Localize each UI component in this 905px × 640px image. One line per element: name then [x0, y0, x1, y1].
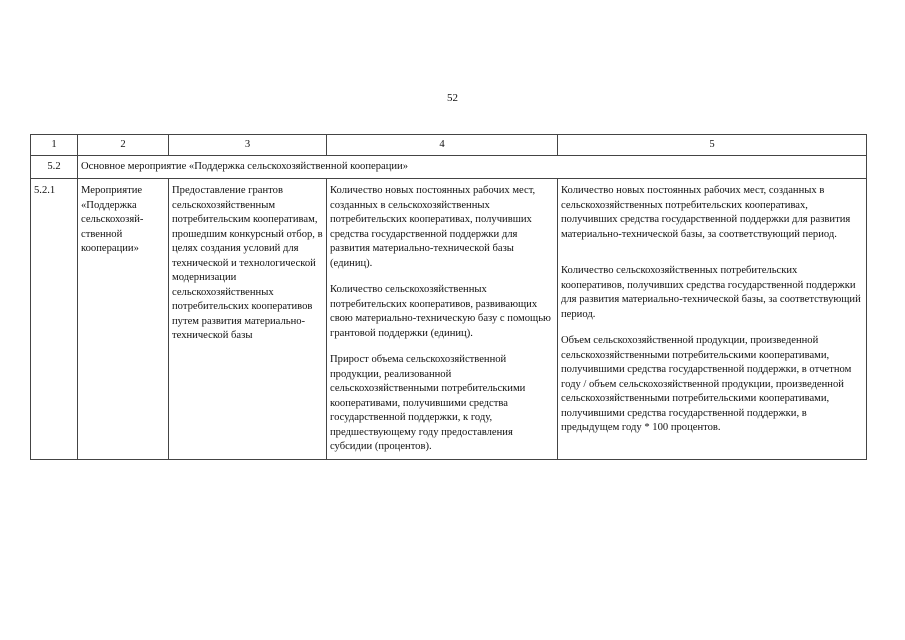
calculation-3: Объем сельскохозяйственной продукции, произведенной сельскохозяйственными потребительскими кооперативами, получившими средства государственной поддержки, в отчетном году / объем сельскохозяйственной продукции, произведенной сельскохозяйственными потребительскими кооперативами, получившими средства государственной поддержки, в предыдущем году * 100 процентов.: [561, 335, 852, 433]
indicator-1: Количество новых постоянных рабочих мест, созданных в сельскохозяйственных потребительских кооперативах, получивших средства государственной поддержки для развития материально-технической базы (единиц).: [330, 185, 536, 269]
indicators-cell: [327, 179, 558, 460]
row-number: 5.2.1: [31, 179, 78, 460]
section-row: [31, 156, 867, 179]
event-name: [78, 179, 169, 460]
page-number: 52: [447, 92, 458, 104]
program-table: [30, 134, 867, 460]
column-header-5: 5: [558, 135, 867, 156]
header-row: [31, 135, 867, 156]
section-number: 5.2: [31, 156, 78, 179]
column-header-1: 1: [31, 135, 78, 156]
table-row: [31, 179, 867, 460]
indicator-2: Количество сельскохозяйственных потребительских кооперативов, развивающих свою материально-техническую базу с помощью грантовой поддержки (единиц).: [330, 284, 551, 339]
column-header-3: 3: [169, 135, 327, 156]
calculation-1: Количество новых постоянных рабочих мест, созданных в сельскохозяйственных потребительских кооперативах, получивших средства государственной поддержки для развития материально-технической базы, за соответствующий период.: [561, 185, 851, 240]
column-header-4: 4: [327, 135, 558, 156]
column-header-2: 2: [78, 135, 169, 156]
event-description: [169, 179, 327, 460]
event-description-text: Предоставление грантов сельскохозяйственным потребительским кооперативам, прошедшим конкурсный отбор, в целях создания условий для технической и технологической модернизации сельскохозяйственных потребительских кооперативов путем развития материально-технической базы: [172, 185, 323, 341]
section-title: Основное мероприятие «Поддержка сельскохозяйственной кооперации»: [78, 156, 867, 179]
calculation-2: Количество сельскохозяйственных потребительских кооперативов, получивших средства государственной поддержки для развития материально-технической базы, за соответствующий период.: [561, 265, 861, 320]
indicator-3: Прирост объема сельскохозяйственной продукции, реализованной сельскохозяйственными потребительскими кооперативами, получившими средства государственной поддержки, к году, предшествующему году предоставления субсидии (процентов).: [330, 354, 526, 452]
calculations-cell: [558, 179, 867, 460]
event-name-text: Мероприятие «Поддержка сельскохозяй-ственной кооперации»: [81, 185, 144, 254]
